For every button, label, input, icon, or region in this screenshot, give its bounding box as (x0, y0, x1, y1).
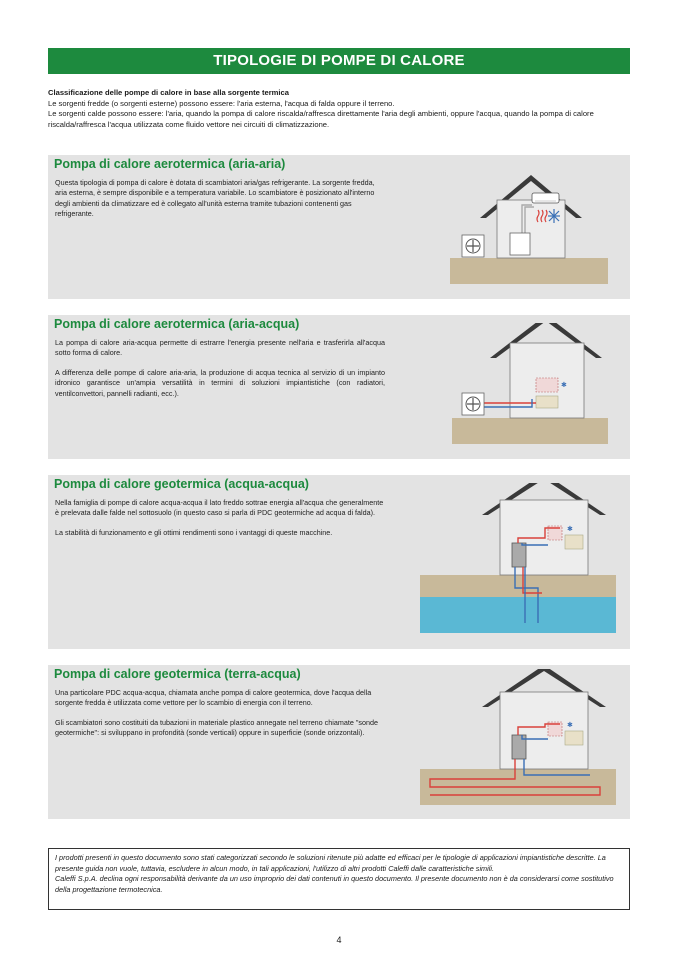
split-unit-icon (532, 193, 559, 203)
section-paragraph: Questa tipologia di pompa di calore è dotata di scambiatori aria/gas refrigerante. La sorgente fredda, aria esterna, è sempre disponibile e a temperatura variabile. Lo scambiatore è posizionato all'interno degli ambienti da climatizzare ed è collegato all'unità esterna tramite tubazioni contenenti gas refrigerante. (55, 178, 375, 219)
section-acqua-acqua (48, 475, 630, 649)
page-number: 4 (336, 935, 342, 945)
section-paragraph: La pompa di calore aria-acqua permette di estrarre l'energia presente nell'aria e trasferirla all'acqua sotto forma di calore. (55, 338, 385, 358)
section-paragraph: La stabilità di funzionamento e gli ottimi rendimenti sono i vantaggi di queste macchine. (55, 527, 333, 537)
house-wall (497, 200, 565, 258)
section-aria-acqua (48, 315, 630, 459)
disclaimer-box (48, 848, 630, 910)
outdoor-unit-icon (462, 233, 530, 257)
groundwater (420, 597, 616, 633)
intro (48, 88, 633, 130)
house-illustration (420, 483, 616, 649)
intro-line-2: Le sorgenti calde possono essere: l'aria, quando la pompa di calore riscalda/raffresca direttamente l'aria degli ambienti, oppure l'acqua, quando la pompa di calore riscalda/raffresca l'acqua utilizzata come fluido vettore nei circuiti di climatizzazione. (48, 109, 594, 129)
house-illustration (420, 669, 616, 815)
svg-text:✱: ✱ (567, 721, 573, 729)
intro-title: Classificazione delle pompe di calore in base alla sorgente termica (48, 88, 289, 97)
section-paragraph: Una particolare PDC acqua-acqua, chiamata anche pompa di calore geotermica, dove l'acqua della sorgente fredda è utilizzata come vettore per lo scambio di energia con il terreno. (55, 688, 372, 708)
section-aria-aria (48, 155, 630, 299)
ground (452, 418, 608, 444)
outdoor-unit-icon (462, 393, 484, 415)
intro-line-1: Le sorgenti fredde (o sorgenti esterne) possono essere: l'aria esterna, l'acqua di falda oppure il terreno. (48, 98, 395, 108)
ground (450, 258, 608, 284)
section-title: Pompa di calore aerotermica (aria-acqua) (54, 317, 300, 331)
section-body (55, 178, 385, 229)
section-title: Pompa di calore geotermica (terra-acqua) (54, 667, 301, 681)
svg-text:✱: ✱ (561, 381, 567, 389)
section-body (55, 688, 385, 748)
disclaimer-line-1: I prodotti presenti in questo documento sono stati categorizzati secondo le soluzioni ritenute più adatte ed efficaci per le tipologie di applicazioni impiantistiche descritte. La presente guida non vuole, tuttavia, escludere in alcun modo, in tali applicazioni, l'utilizzo di altri prodotti Caleffi dalle caratteristiche simili. (55, 853, 606, 873)
section-body (55, 338, 385, 408)
section-title: Pompa di calore aerotermica (aria-aria) (54, 157, 286, 171)
snowflake-icon (548, 209, 560, 223)
page-title: TIPOLOGIE DI POMPE DI CALORE (48, 48, 630, 74)
disclaimer-line-2: Caleffi S.p.A. declina ogni responsabilità derivante da un uso improprio dei dati contenuti in questo documento. Il presente documento non è da considerarsi come sostitutivo della progettazione termotecnica. (55, 874, 614, 894)
ground (420, 575, 616, 597)
house-illustration (450, 323, 620, 457)
section-paragraph: Gli scambiatori sono costituiti da tubazioni in materiale plastico annegate nel terreno chiamate "sonde geotermiche": si sviluppano in profondità (sonde verticali) oppure in superficie (sonde orizzontali). (55, 717, 378, 738)
section-terra-acqua (48, 665, 630, 819)
section-body (55, 498, 385, 547)
section-paragraph: A differenza delle pompe di calore aria-aria, la produzione di acqua tecnica al servizio di un impianto idronico garantisce un'ampia versatilità in termini di soluzioni impiantistiche (con radiatori, ventilconvettori, pannelli radianti, ecc.). (55, 367, 385, 398)
section-paragraph: Nella famiglia di pompe di calore acqua-acqua il lato freddo sottrae energia all'acqua che generalmente è prelevata dalle falde nel sottosuolo (in questo caso si parla di PDC geotermiche ad acqua di falda). (55, 498, 384, 518)
svg-text:✱: ✱ (567, 525, 573, 533)
section-title: Pompa di calore geotermica (acqua-acqua) (54, 477, 309, 491)
house-illustration (450, 163, 620, 297)
